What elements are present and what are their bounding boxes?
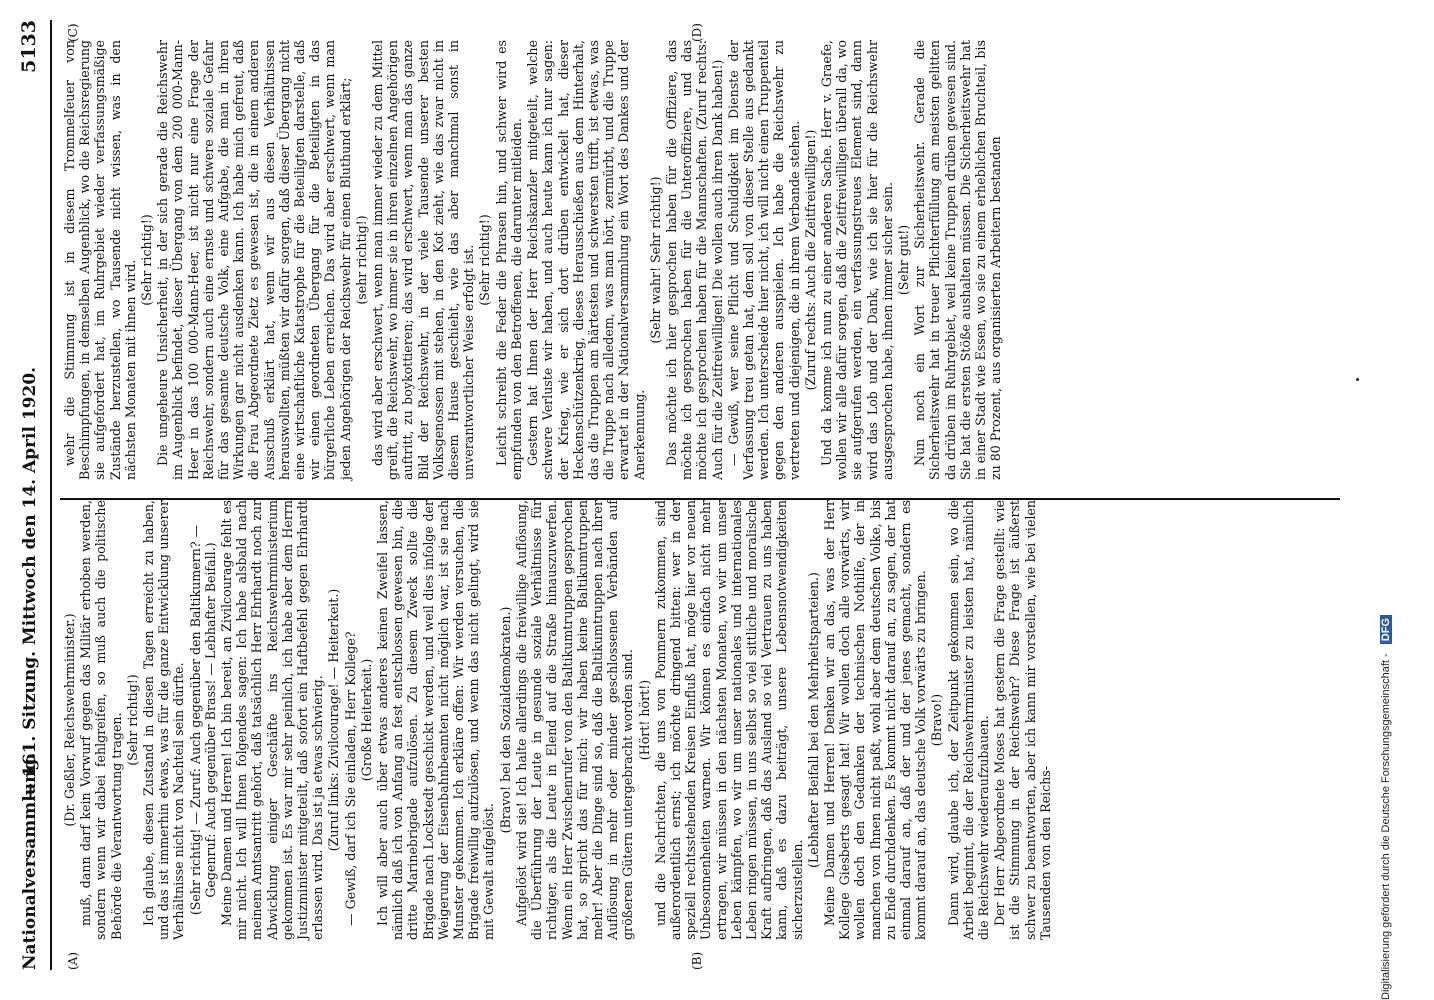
digitization-note xyxy=(1380,10,1400,1000)
paragraph: (Sehr gut!) xyxy=(895,224,911,296)
paragraph: (Zuruf links: Zivilcourage! — Heiterkeit.) xyxy=(326,588,342,852)
paragraph: (Sehr richtig! — Zuruf: Auch gegenüber den Baltikumern? — Gegenruf: Auch gegenüber Brass! — Lebhafter Beifall.) xyxy=(187,524,218,916)
paragraph: Meine Damen und Herren! Denken wir an das, was der Herr Kollege Giesberts gesagt hat! Wir wollen doch alle vorwärts, wir wollen doch den Gedanken der technischen Nothilfe, der in manchen von Ihnen nicht paßt, wohl aber dem deutschen Volke, bis zu Ende durchdenken. Es kommt nicht darauf an, zu sagen, der hat einmal darauf an, daß der und der jenes gemacht, sondern es kommt darauf an, das deutsche Volk vorwärts zu bringen. xyxy=(821,500,929,940)
paragraph: (Bravo! bei den Sozialdemokraten.) xyxy=(497,606,513,834)
text-column-left xyxy=(62,500,1054,940)
paragraph: (sehr richtig!) xyxy=(353,215,369,305)
digitization-strip xyxy=(1380,0,1420,1000)
paragraph: (Dr. Geßler, Reichswehrminister.) xyxy=(62,613,77,827)
paragraph: Meine Damen und Herren! Ich bin bereit, an Zivilcourage fehlt es mir nicht. Ich will Ihnen folgendes sagen: Ich habe alsbald nach meinem Amtsantritt gehört, daß tatsächlich Herr Ehrhardt noch zur Abwicklung einiger Geschäfte ins Reichswehrministerium gekommen ist. Es war mir sehr peinlich, ich habe aber dem Herrn Justizminister mitgeteilt, daß sofort ein Haftbefehl gegen Ehrhardt erlassen wird. Das ist ja etwas schwierig. xyxy=(219,500,326,940)
paragraph: (Sehr wahr! Sehr richtig!) xyxy=(647,176,663,344)
paragraph: Ich will aber auch über etwas anderes keinen Zweifel lassen, nämlich daß ich von Anfang an fest entschlossen gewesen bin, die dritte Marinebrigade aufzulösen. Zu diesem Zweck sollte die Brigade nach Lockstedt geschickt werden, und weil dies infolge der Weigerung der Eisenbahnbeamten nicht möglich war, ist sie nach Munster gekommen. Ich erkläre offen: Wir werden versuchen, die Brigade freiwillig aufzulösen, und wenn das nicht gelingt, wird sie mit Gewalt aufgelöst. xyxy=(375,500,497,940)
paragraph: (Sehr richtig!) xyxy=(477,214,493,306)
paragraph: und die Nachrichten, die uns von Pommern zukommen, sind außerordentlich ernst; ich möchte dringend bitten: wer in der speziell rechtsstehenden Kreisen Einfluß hat, möge hier vor neuen Unbesonnenheiten warnen. Wir können es einfach nicht mehr ertragen, wir müssen in den nächsten Monaten, wo wir um unser Leben kämpfen, wo wir um unser nationales und internationales Leben ringen müssen, in uns selbst so viel sittliche und moralische Kraft aufbringen, daß das Ausland so viel Vertrauen zu uns haben kann, daß es dazu beiträgt, unsere Lebensnotwendigkeiten sicherzustellen. xyxy=(652,500,805,940)
margin-label-c: (C) xyxy=(66,23,80,42)
digitization-text: Digitalisierung gefördert durch die Deutsche Forschungsgemeinschaft - xyxy=(1380,653,1392,1000)
paragraph: wehr die Stimmung ist in diesem Trommelfeuer von Beschimpfungen, in demselben Augenblick, wo die Reichsregierung sie aufgefordert hat, im Ruhrgebiet wieder verfassungsmäßige Zustände herzustellen, wo Tausende nicht wissen, was in den nächsten Monaten mit ihnen wird. xyxy=(62,40,138,480)
page-number: 5133 xyxy=(18,20,40,73)
paragraph: Und da komme ich nun zu einer anderen Sache. Herr v. Graefe, wollen wir alle dafür sorgen, daß die Zeitfreiwilligen überall da, wo sie aufgerufen werden, ein verfassungstreues Element sind, dann wird das Lob und der Dank, wie ich sie hier für die Reichswehr ausgesprochen habe, ihnen immer sicher sein. xyxy=(818,40,895,480)
paragraph: Dann wird, glaube ich, der Zeitpunkt gekommen sein, wo die Arbeit beginnt, die der Reichswehrminister zu leisten hat, nämlich die Reichswehr wiederaufzubauen. xyxy=(945,500,991,940)
paragraph: (Hört! hört!) xyxy=(636,679,652,761)
paragraph: Aufgelöst wird sie! Ich halte allerdings die freiwillige Auflösung, die Überführung der Leute in gesunde soziale Verhältnisse für richtiger, als die Leute in Elend auf die Straße hinauszuwerfen. Wenn ein Herr Zwischenrufer von den Baltikumtruppen gesprochen hat, so spricht das für mich: wir haben keine Baltikumtruppen mehr! Aber die Dinge sind so, daß die Baltikumtruppen nach ihrer Auflösung in mehr oder minder geschlossenen Verbänden auf größeren Gütern untergebracht worden sind. xyxy=(513,500,636,940)
paragraph: das wird aber erschwert, wenn man immer wieder zu dem Mittel greift, die Reichswehr, wo immer sie in ihren einzelnen Angehörigen auftritt, zu boykottieren; das wird erschwert, wenn man das ganze Bild der Reichswehr, in der viele Tausende unserer besten Volksgenossen mit stehen, in den Kot zieht, wie das zwar nicht in diesem Hause geschieht, wie das aber manchmal sonst in unverantwortlicher Weise erfolgt ist. xyxy=(370,40,477,480)
paragraph: (Sehr richtig!) xyxy=(124,674,140,766)
header-title: Nationalversammlung. xyxy=(20,752,40,970)
paragraph: (Sehr richtig!) xyxy=(139,214,155,306)
paragraph: Die ungeheure Unsicherheit, in der sich gerade die Reichswehr im Augenblick befindet, dieser Übergang von dem 200 000-Mann-Heer in das 100 000-Mann-Heer, ist nicht nur eine Frage der Reichswehr, sondern auch eine ernste und schwere soziale Gefahr für das gesamte deutsche Volk, eine Aufgabe, die man in ihren Wirkungen gar nicht ausdenken kann. Ich habe mich gefreut, daß die Frau Abgeordnete Zietz es gewesen ist, die in einem anderen Ausschuß erklärt hat, wenn wir aus diesen Verhältnissen herauswollten, müßten wir dafür sorgen, daß dieser Übergang nicht eine wirtschaftliche Katastrophe für die Beteiligten darstelle, daß wir einen geordneten Übergang für die Beteiligten in das bürgerliche Leben erreichen. Das wird aber erschwert, wenn man jeden Angehörigen der Reichswehr für einen Bluthund erklärt; xyxy=(155,40,353,480)
paragraph: muß, dann darf kein Vorwurf gegen das Militär erhoben werden, sondern wenn wir dabei fehlgreifen, so muß auch die politische Behörde die Verantwortung tragen. xyxy=(78,500,124,940)
paragraph: — Gewiß, darf ich Sie einladen, Herr Kollege? xyxy=(342,631,358,926)
text-column-right xyxy=(62,40,1004,480)
paragraph: Das möchte ich hier gesprochen haben für die Offiziere, das möchte ich gesprochen haben für die Unteroffiziere, und das möchte ich gesprochen haben für die Mannschaften. (Zuruf rechts: Auch für die Zeitfreiwilligen! Die wollen auch ihren Dank haben!) xyxy=(663,40,725,480)
paragraph: Nun noch ein Wort zur Sicherheitswehr. Gerade die Sicherheitswehr hat in treuer Pflichterfüllung am meisten gelitten da drüben im Ruhrgebiet, weil keine Truppen drüben gewesen sind. Sie hat die ersten Stöße aushalten müssen. Die Sicherheitswehr hat in einer Stadt wie Essen, wo sie zu einem erheblichen Bruchteil, bis zu 80 Prozent, aus organisierten Arbeitern bestanden xyxy=(912,40,1004,480)
paragraph: — Gewiß, wer seine Pflicht und Schuldigkeit im Dienste der Verfassung treu getan hat, dem soll von dieser Stelle aus gedankt werden. Ich unterscheide hier nicht, ich will nicht einen Truppenteil gegen den anderen ausspielen. Ich habe die Reichswehr zu vertreten und diejenigen, die in ihrem Verbande stehen. xyxy=(725,40,802,480)
paragraph: Gestern hat Ihnen der Herr Reichskanzler mitgeteilt, welche schwere Verluste wir haben, und auch heute kann ich nur sagen: der Krieg, wie er sich dort drüben entwickelt hat, dieser Heckenschützenkrieg, dieses Herausschießen aus dem Hinterhalt, das die Truppen am härtesten und schwersten trifft, ist etwas, was die Truppe nach alledem, was man hört, zermürbt, und die Truppe erwartet in der Nationalversammlung ein Wort des Dankes und der Anerkennung. xyxy=(525,40,647,480)
ink-speck xyxy=(1356,378,1359,381)
paragraph: (Bravo!) xyxy=(929,693,945,747)
paragraph: (Lebhafter Beifall bei den Mehrheitsparteien.) xyxy=(805,572,821,868)
margin-label-b: (B) xyxy=(690,951,704,970)
paragraph: Der Herr Abgeordnete Moses hat gestern die Frage gestellt: wie ist die Stimmung in der Reichswehr? Diese Frage ist äußerst schwer zu beantworten, aber ich kann mir vorstellen, wie bei vielen Tausenden von den Reichs- xyxy=(992,500,1053,940)
paragraph: Ich glaube, diesen Zustand in diesen Tagen erreicht zu haben, und das ist immerhin etwas, was für die ganze Entwicklung unserer Verhältnisse nicht von Nachteil sein dürfte. xyxy=(141,500,187,940)
dfg-logo: DFG xyxy=(1380,615,1392,644)
paragraph: (Zuruf rechts: Auch die Zeitfreiwilligen!) xyxy=(802,129,818,391)
margin-label-d: (D) xyxy=(690,23,704,42)
column-divider xyxy=(60,498,1340,500)
margin-label-a: (A) xyxy=(66,951,80,970)
header-rule xyxy=(50,20,52,970)
page-header xyxy=(12,20,48,970)
paragraph: (Große Heiterkeit.) xyxy=(358,658,374,782)
header-session: — 161. Sitzung. Mittwoch den 14. April 1920. xyxy=(20,366,40,800)
paragraph: Leicht schreibt die Feder die Phrasen hin, und schwer wird es empfunden von den Betroffenen, die darunter mitleiden. xyxy=(493,40,524,480)
